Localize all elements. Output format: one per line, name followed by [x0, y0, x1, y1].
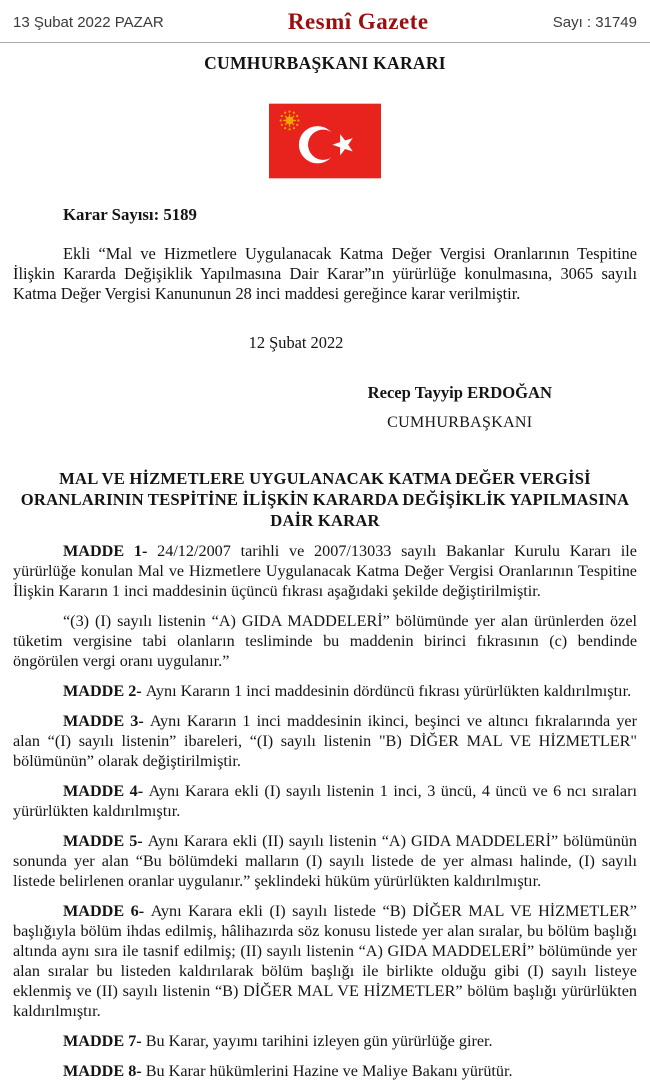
article-label: MADDE 1- [63, 542, 158, 560]
article-text: Aynı Karara ekli (I) sayılı listede “B) DİĞER MAL VE HİZMETLER” başlığıyla bölüm ihdas edilmiş, hâlihazırda söz konusu listede yer alan sıralar, bu bölüm başlığı altında aynı sıra ile tasnif edilmiş; (II) sayılı listenin “A) GIDA MADDELERİ” bölümünde yer alan sıralar bu listeden kaldırılarak bölüm başlığı ile birlikte olduğu gibi (I) sayılı listeye eklenmiş ve (II) sayılı listenin “B) DİĞER MAL VE HİZMETLER” bölüm başlığı yürürlükten kaldırılmıştır. [13, 902, 637, 1020]
signature-block [368, 383, 552, 432]
article-label: MADDE 4- [63, 782, 149, 800]
decision-intro-paragraph: Ekli “Mal ve Hizmetlere Uygulanacak Katma Değer Vergisi Oranlarının Tespitine İlişkin Kararda Değişiklik Yapılmasına Dair Karar”ın yürürlüğe konulmasına, 3065 sayılı Katma Değer Vergisi Kanununun 28 inci maddesi gereğince karar verilmiştir. [13, 244, 637, 303]
article-label: MADDE 6- [63, 902, 151, 920]
gazette-title: Resmî Gazete [287, 9, 429, 34]
masthead [0, 0, 650, 43]
article-label: MADDE 5- [63, 832, 148, 850]
decree-articles [13, 541, 637, 1081]
article-paragraph-madde-3 [13, 711, 637, 771]
signer-title: CUMHURBAŞKANI [387, 414, 533, 431]
decree-title-line-3: DAİR KARAR [270, 511, 380, 530]
article-text: Aynı Karara ekli (I) sayılı listenin 1 inci, 3 üncü, 4 üncü ve 6 ncı sıraları yürürlükten kaldırılmıştır. [13, 782, 638, 820]
article-paragraph-madde-8 [13, 1061, 637, 1081]
decree-title [20, 468, 630, 531]
gazette-date: 13 Şubat 2022 PAZAR [13, 13, 164, 31]
article-text: 24/12/2007 tarihli ve 2007/13033 sayılı Bakanlar Kurulu Kararı ile yürürlüğe konulan Mal ve Hizmetlere Uygulanacak Katma Değer Vergisi Oranlarının Tespitine İlişkin Kararın 1 inci maddesinin üçüncü fıkrası aşağıdaki şekilde değiştirilmiştir. [13, 542, 637, 600]
article-text: Aynı Karara ekli (II) sayılı listenin “A) GIDA MADDELERİ” bölümünün sonunda yer alan “Bu bölümdeki malların (I) sayılı listede de yer alması halinde, (I) sayılı listede belirlenen oranlar uygulanır.” şeklindeki hüküm yürürlükten kaldırılmıştır. [13, 832, 637, 890]
article-paragraph-madde-7 [13, 1031, 637, 1051]
signer-name: Recep Tayyip ERDOĞAN [367, 383, 552, 402]
article-text: Bu Karar hükümlerini Hazine ve Maliye Bakanı yürütür. [145, 1062, 513, 1080]
article-text: Aynı Kararın 1 inci maddesinin ikinci, beşinci ve altıncı fıkralarında yer alan “(I) sayılı listenin” ibareleri, “(I) sayılı listenin "B) DİĞER MAL VE HİZMETLER" bölümünün” olarak değiştirilmiştir. [13, 712, 637, 770]
decision-number: Karar Sayısı: 5189 [63, 205, 197, 224]
article-paragraph-madde-1-quote [13, 611, 637, 671]
article-paragraph-madde-1 [13, 541, 637, 601]
article-label: MADDE 7- [63, 1032, 146, 1050]
article-paragraph-madde-5 [13, 831, 637, 891]
article-text: “(3) (I) sayılı listenin “A) GIDA MADDELERİ” bölümünde yer alan ürünlerden özel tüketim vergisine tabi olanların tesliminde bu maddenin birinci fıkrasının (c) bendinde öngörülen vergi oranı uygulanır.” [13, 612, 637, 670]
decree-heading: CUMHURBAŞKANI KARARI [204, 53, 446, 73]
decree-title-line-1: MAL VE HİZMETLERE UYGULANACAK KATMA DEĞER VERGİSİ [59, 469, 591, 488]
flag-graphic [269, 103, 381, 179]
article-paragraph-madde-6 [13, 901, 637, 1021]
decree-title-line-2: ORANLARININ TESPİTİNE İLİŞKİN KARARDA DEĞİŞİKLİK YAPILMASINA [20, 490, 630, 509]
article-label: MADDE 3- [63, 712, 150, 730]
turkish-presidential-flag-icon [269, 103, 381, 179]
article-text: Aynı Kararın 1 inci maddesinin dördüncü fıkrası yürürlükten kaldırılmıştır. [145, 682, 632, 700]
gazette-issue-number: Sayı : 31749 [552, 13, 637, 31]
article-paragraph-madde-4 [13, 781, 637, 821]
decision-date: 12 Şubat 2022 [248, 333, 344, 352]
article-label: MADDE 8- [63, 1062, 146, 1080]
article-text: Bu Karar, yayımı tarihini izleyen gün yürürlüğe girer. [145, 1032, 493, 1050]
article-label: MADDE 2- [63, 682, 146, 700]
article-paragraph-madde-2 [13, 681, 637, 701]
